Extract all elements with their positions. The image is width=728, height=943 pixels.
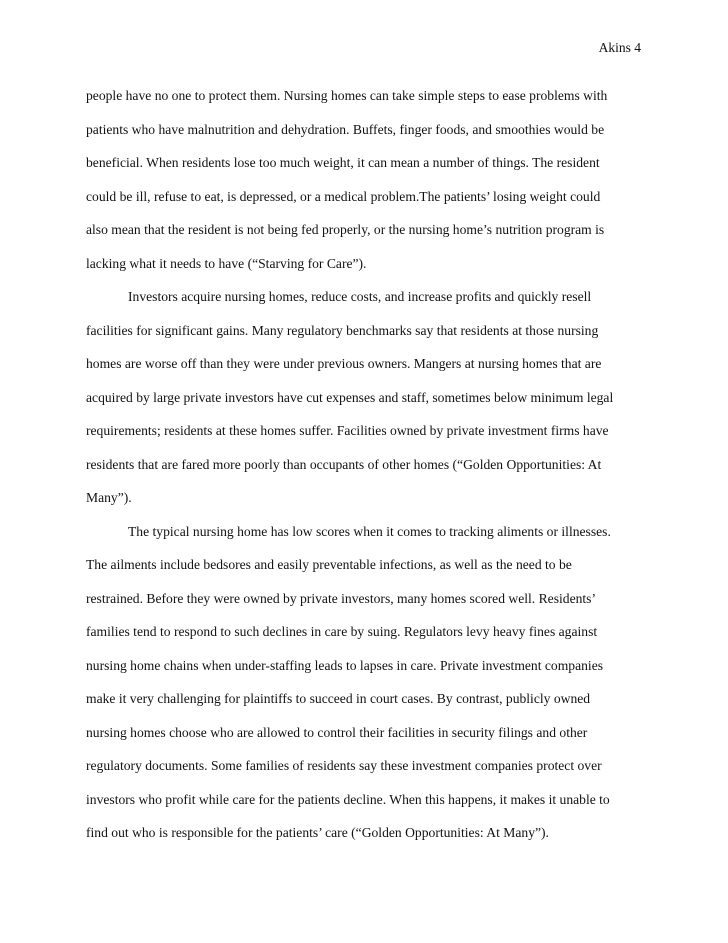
document-body <box>86 79 656 850</box>
paragraph-3-line-10: find out who is responsible for the patients’ care (“Golden Opportunities: At Many”). <box>86 825 549 840</box>
paragraph-1-line-5: also mean that the resident is not being fed properly, or the nursing home’s nutrition program is <box>86 222 605 237</box>
paragraph-3-line-2: The ailments include bedsores and easily preventable infections, as well as the need to be <box>86 557 572 572</box>
paragraph-2-line-6: residents that are fared more poorly than occupants of other homes (“Golden Opportunities: At <box>86 456 602 472</box>
paragraph-1-line-2: patients who have malnutrition and dehydration. Buffets, finger foods, and smoothies would be <box>86 121 605 137</box>
paragraph-3-line-3: restrained. Before they were owned by private investors, many homes scored well. Residents’ <box>86 590 596 606</box>
paragraph-2-line-4: acquired by large private investors have cut expenses and staff, sometimes below minimum legal <box>86 389 614 405</box>
paragraph-2-line-7: Many”). <box>86 490 132 505</box>
paragraph-3-line-5: nursing home chains when under-staffing leads to lapses in care. Private investment companies <box>86 657 604 673</box>
paragraph-2-line-3: homes are worse off than they were under previous owners. Mangers at nursing homes that are <box>86 356 602 371</box>
paragraph-2-line-5: requirements; residents at these homes suffer. Facilities owned by private investment firms have <box>86 423 609 438</box>
running-header: Akins 4 <box>598 40 641 55</box>
paragraph-3-line-8: regulatory documents. Some families of residents say these investment companies protect over <box>86 758 602 773</box>
paragraph-3-line-1: The typical nursing home has low scores when it comes to tracking aliments or illnesses. <box>128 523 611 539</box>
paragraph-1-line-3: beneficial. When residents lose too much weight, it can mean a number of things. The resident <box>86 155 600 170</box>
paragraph-3-line-4: families tend to respond to such declines in care by suing. Regulators levy heavy fines against <box>86 624 598 639</box>
paragraph-2-line-1: Investors acquire nursing homes, reduce costs, and increase profits and quickly resell <box>128 289 592 304</box>
paragraph-1-line-4: could be ill, refuse to eat, is depressed, or a medical problem.The patients’ losing weight could <box>86 188 601 204</box>
paragraph-3-line-6: make it very challenging for plaintiffs to succeed in court cases. By contrast, publicly owned <box>86 691 591 706</box>
paragraph-3-line-7: nursing homes choose who are allowed to control their facilities in security filings and other <box>86 724 588 740</box>
paragraph-2-line-2: facilities for significant gains. Many regulatory benchmarks say that residents at those nursing <box>86 322 599 338</box>
paragraph-1-line-1: people have no one to protect them. Nursing homes can take simple steps to ease problems with <box>86 88 608 103</box>
paragraph-3-line-9: investors who profit while care for the patients decline. When this happens, it makes it unable to <box>86 791 610 807</box>
paragraph-1-line-6: lacking what it needs to have (“Starving for Care”). <box>86 255 367 271</box>
